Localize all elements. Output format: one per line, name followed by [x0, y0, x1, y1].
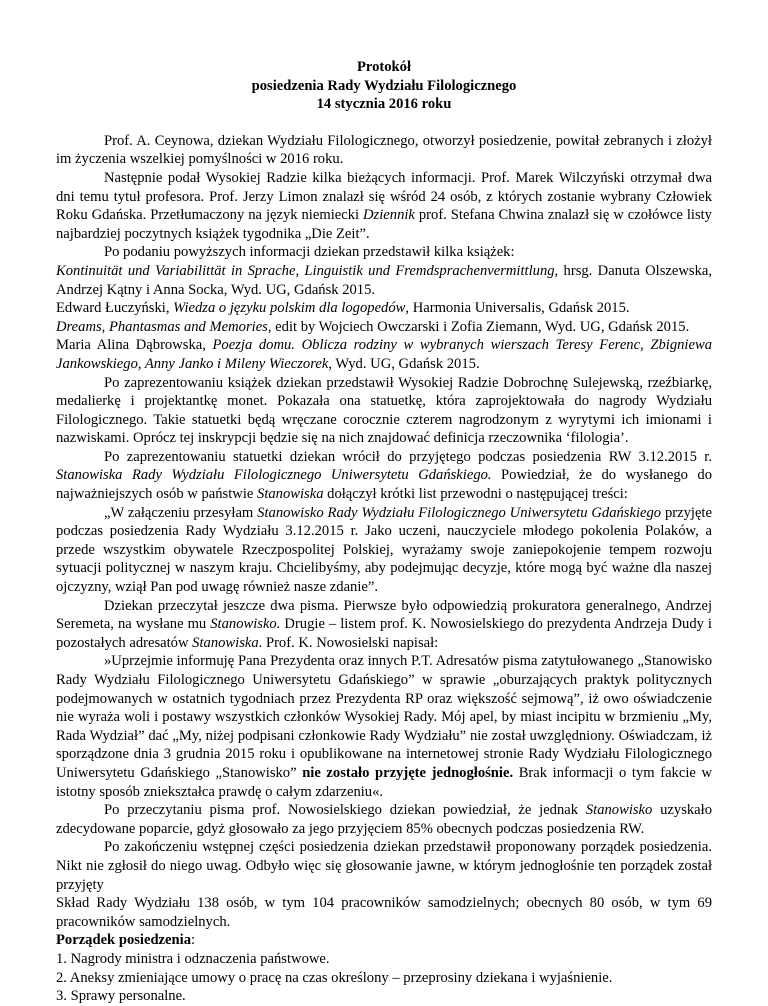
book-entry: Kontinuität und Variabilittät in Sprache, Linguistik und Fremdsprachenvermittlung, hrsg. Danuta Olszewska, Andrzej Kątny i Anna Socka, Wyd. UG, Gdańsk 2015.: [56, 262, 713, 298]
paragraph-cover-letter: „W załączeniu przesyłam Stanowisko Rady Wydziału Filologicznego Uniwersytetu Gdańskiego przyjęte podczas posiedzenia Rady Wydziału 3.12.2015 r. Jako uczeni, nauczyciele młodego pokolenia Polaków, a przede wszystkim obywatele Rzeczpospolitej Polskiej, wyrażamy swoje zaniepokojenie tempem rozwoju sytuacji politycznej w naszym kraju. Chcielibyśmy, aby podejmując decyzje, które mogą być ważne dla naszej ojczyzny, wziął Pan pod uwagę również nasze zdanie”.: [56, 504, 712, 596]
book-title: Dziennik: [363, 207, 415, 224]
book-entry: Edward Łuczyński, Wiedza o języku polskim dla logopedów, Harmonia Universalis, Gdańsk 2015.: [56, 300, 630, 317]
agenda-heading: Porządek posiedzenia:: [56, 932, 196, 949]
agenda-item: 3. Sprawy personalne.: [56, 988, 186, 1005]
paragraph-quoted-letter: »Uprzejmie informuję Pana Prezydenta oraz innych P.T. Adresatów pisma zatytułowanego „Stanowisko Rady Wydziału Filologicznego Uniwersytetu Gdańskiego” w sprawie „oburzających praktyk politycznych podejmowanych w ostatnich tygodniach przez Prezydenta RP oraz większość sejmową”, iż owo oświadczenie nie wyraża woli i postawy wszystkich członków Wysokiej Rady. Mój apel, by miast incipitu w brzmieniu „My, Rada Wydział” dać „My, niżej podpisani członkowie Rady Wydziału” nie został uwzględniony. Oświadczam, iż sporządzone dnia 3 grudnia 2015 roku i opublikowane na internetowej stronie Rady Wydziału Filologicznego Uniwersytetu Gdańskiego „Stanowisko” nie zostało przyjęte jednogłośnie. Brak informacji o tym fakcie w istotny sposób zniekształca prawdę o całym zdarzeniu«.: [56, 653, 712, 800]
paragraph-council-composition: Skład Rady Wydziału 138 osób, w tym 104 pracowników samodzielnych; obecnych 80 osób, w tym 69 pracowników samodzielnych.: [56, 895, 712, 930]
title-line-1: Protokół: [356, 59, 412, 75]
paragraph-statuette: Po zaprezentowaniu książek dziekan przedstawił Wysokiej Radzie Dobrochnę Sulejewską, rzeźbiarkę, medalierkę i projektantkę monet. Pokazała ona statuetkę, która zaprojektowała do nagrody Wydziału Filologicznego. Takie statuetki będą wręczane corocznie czterem nagrodzonym z wyrytymi ich imionami i nazwiskami. Oprócz tej inskrypcji będzie się na nich znajdować definicja rzeczownika ‘filologia’.: [56, 374, 712, 447]
paragraph-books-intro: Po podaniu powyższych informacji dziekan przedstawił kilka książek:: [104, 244, 515, 261]
book-entry: Dreams, Phantasmas and Memories, edit by Wojciech Owczarski i Zofia Ziemann, Wyd. UG, Gdańsk 2015.: [56, 318, 690, 335]
title-line-2: posiedzenia Rady Wydziału Filologicznego: [251, 77, 517, 94]
paragraph-agenda-vote: Po zakończeniu wstępnej części posiedzenia dziekan przedstawił proponowany porządek posiedzenia. Nikt nie zgłosił do niego uwag. Odbyło więc się głosowanie jawne, w którym jednogłośnie ten porządek został przyjęty: [56, 839, 712, 893]
document-title: [56, 58, 712, 114]
paragraph-opening: Prof. A. Ceynowa, dziekan Wydziału Filologicznego, otworzył posiedzenie, powitał zebranych i złożył im życzenia wszelkiej pomyślności w 2016 roku.: [56, 132, 712, 168]
paragraph-letters: Dziekan przeczytał jeszcze dwa pisma. Pierwsze było odpowiedzią prokuratora generalnego, Andrzej Seremeta, na wysłane mu Stanowisko. Drugie – listem prof. K. Nowosielskiego do prezydenta Andrzeja Dudy i pozostałych adresatów Stanowiska. Prof. K. Nowosielski napisał:: [56, 597, 712, 651]
paragraph-stanowisko: Po zaprezentowaniu statuetki dziekan wrócił do przyjętego podczas posiedzenia RW 3.12.2015 r. Stanowiska Rady Wydziału Filologicznego Uniwersytetu Gdańskiego. Powiedział, że do wysłanego do najważniejszych osób w państwie Stanowiska dołączył krótki list przewodni o następującej treści:: [56, 448, 712, 503]
agenda-item: 1. Nagrody ministra i odznaczenia państwowe.: [56, 950, 330, 967]
title-line-3: 14 stycznia 2016 roku: [316, 96, 452, 113]
paragraph-news: Następnie podał Wysokiej Radzie kilka bieżących informacji. Prof. Marek Wilczyński otrzymał dwa dni temu tytuł profesora. Prof. Jerzy Limon znalazł się wśród 24 osób, z których zostanie wybrany Człowiek Roku Gdańska. Przetłumaczony na język niemiecki Dziennik prof. Stefana Chwina znalazł się w czołówce listy najbardziej poczytnych książek tygodnika „Die Zeit”.: [56, 169, 712, 242]
book-entry: Maria Alina Dąbrowska, Poezja domu. Oblicza rodziny w wybranych wierszach Teresy Ferenc, Zbigniewa Jankowskiego, Anny Janko i Mileny Wieczorek, Wyd. UG, Gdańsk 2015.: [56, 337, 712, 372]
agenda-item: 2. Aneksy zmieniające umowy o pracę na czas określony – przeprosiny dziekana i wyjaśnienie.: [56, 969, 613, 986]
paragraph-dean-response: Po przeczytaniu pisma prof. Nowosielskiego dziekan powiedział, że jednak Stanowisko uzyskało zdecydowane poparcie, gdyż głosowało za jego przyjęciem 85% obecnych podczas posiedzenia RW.: [56, 802, 712, 837]
agenda-list: [56, 950, 712, 1006]
